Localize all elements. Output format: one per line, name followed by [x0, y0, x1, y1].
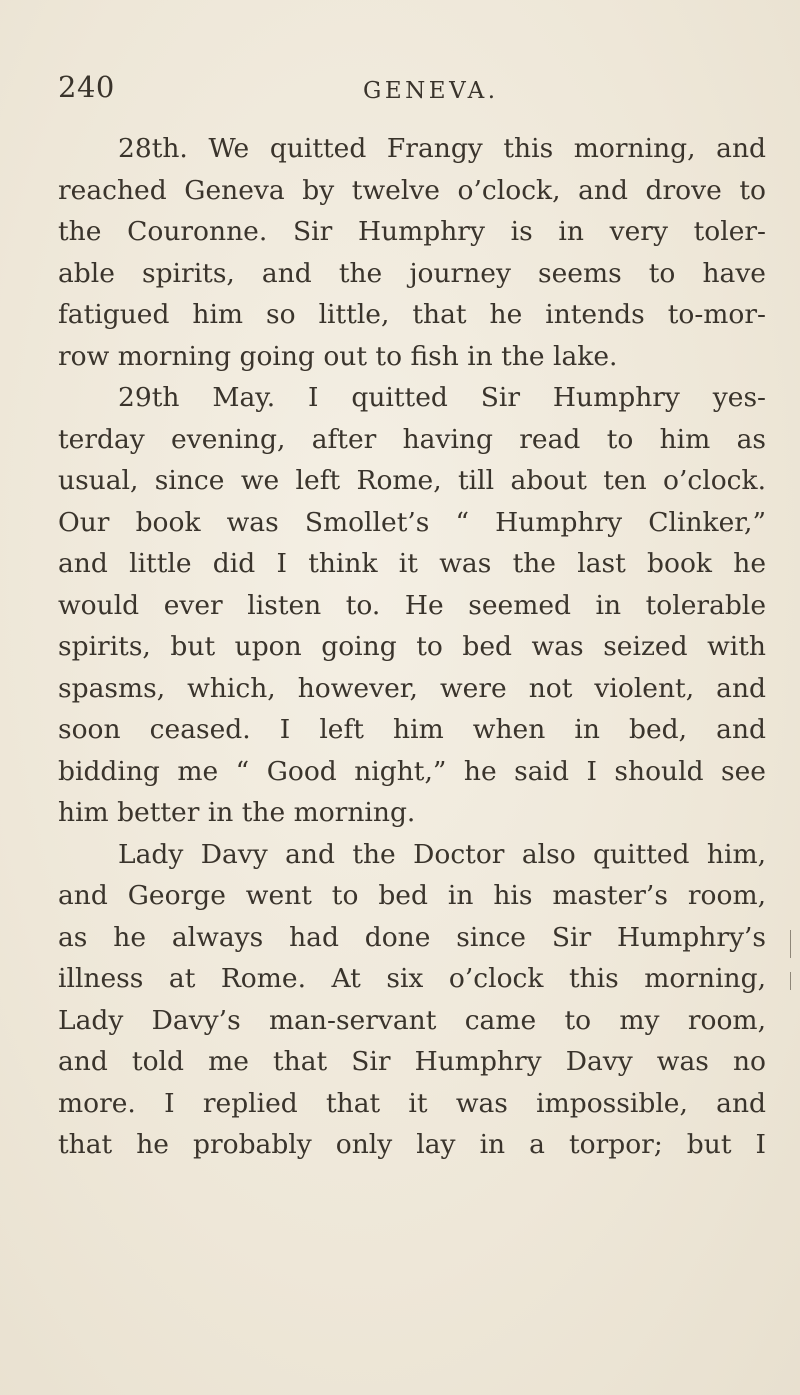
text-line: Lady Davy’s man-servant came to my room, [58, 1004, 766, 1036]
text-line: the Couronne. Sir Humphry is in very toler- [58, 216, 766, 247]
text-line: bidding me “ Good night,” he said I should see [58, 755, 766, 787]
text-line: 28th. We quitted Frangy this morning, and [118, 133, 766, 164]
text-line: illness at Rome. At six o’clock this morning, [58, 963, 766, 994]
text-line: would ever listen to. He seemed in tolerable [58, 589, 766, 621]
text-line: and George went to bed in his master’s room, [58, 880, 766, 911]
text-line: terday evening, after having read to him as [58, 423, 766, 455]
text-line: and little did I think it was the last book he [58, 548, 766, 579]
margin-mark [790, 930, 791, 958]
text-line: spirits, but upon going to bed was seized with [58, 631, 766, 662]
margin-mark [790, 972, 791, 990]
text-line: usual, since we left Rome, till about ten o’clock. [58, 465, 766, 496]
running-head: GENEVA. [363, 78, 499, 104]
body-text [58, 128, 766, 1166]
text-line: him better in the morning. [58, 797, 416, 828]
text-line: row morning going out to fish in the lake. [58, 340, 618, 372]
text-line: that he probably only lay in a torpor; but I [58, 1129, 766, 1160]
text-line: 29th May. I quitted Sir Humphry yes- [118, 382, 766, 413]
text-line: soon ceased. I left him when in bed, and [58, 714, 766, 745]
text-line: as he always had done since Sir Humphry’s [58, 921, 766, 953]
text-line: Our book was Smollet’s “ Humphry Clinker,” [58, 506, 766, 538]
page-number: 240 [58, 70, 115, 104]
text-line: more. I replied that it was impossible, and [58, 1087, 766, 1119]
text-line: and told me that Sir Humphry Davy was no [58, 1046, 766, 1077]
text-line: fatigued him so little, that he intends to-mor- [58, 299, 766, 330]
text-line: able spirits, and the journey seems to have [58, 257, 766, 289]
text-line: spasms, which, however, were not violent, and [58, 672, 766, 704]
text-line: reached Geneva by twelve o’clock, and drove to [58, 174, 766, 206]
text-line: Lady Davy and the Doctor also quitted him, [118, 838, 766, 870]
page-header [58, 70, 758, 110]
